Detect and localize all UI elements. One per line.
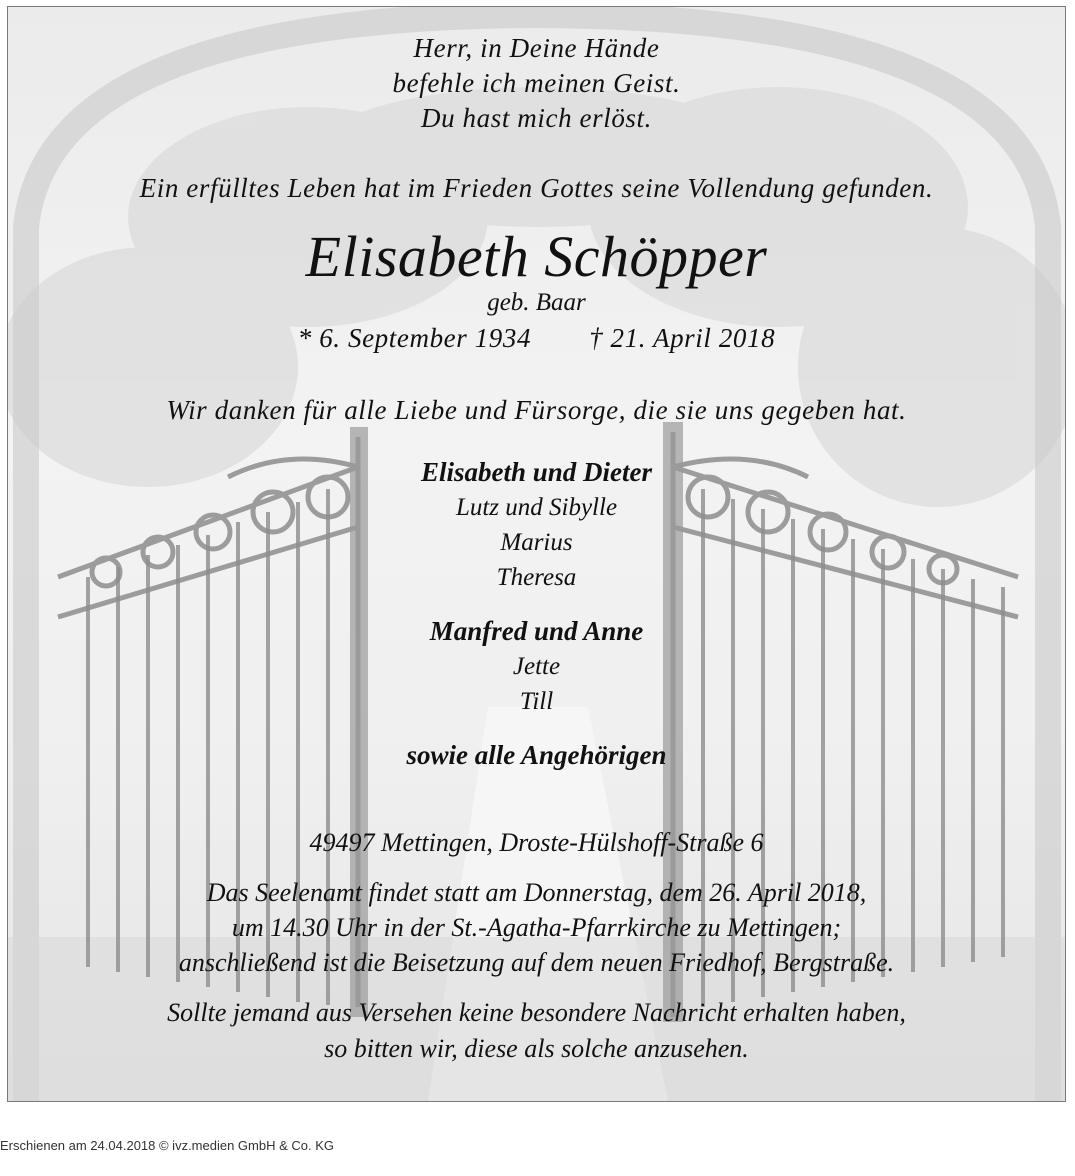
closing-line-1: Sollte jemand aus Versehen keine besondere Nachricht erhalten haben, bbox=[167, 998, 906, 1027]
birth-name: geb. Baar bbox=[487, 289, 586, 316]
verse-line-3: Du hast mich erlöst. bbox=[421, 103, 652, 133]
verse-line-1: Herr, in Deine Hände bbox=[413, 33, 660, 63]
family-member: Till bbox=[519, 688, 554, 715]
thanks-text: Wir danken für alle Liebe und Fürsorge, die sie uns gegeben hat. bbox=[166, 395, 907, 425]
publication-footer: Erschienen am 24.04.2018 © ivz.medien GmbH & Co. KG bbox=[0, 1138, 335, 1153]
service-line-2: um 14.30 Uhr in der St.-Agatha-Pfarrkirche zu Mettingen; bbox=[231, 913, 842, 942]
obituary-notice bbox=[7, 6, 1066, 1102]
address: 49497 Mettingen, Droste-Hülshoff-Straße 6 bbox=[309, 828, 764, 857]
life-dates bbox=[8, 323, 1065, 354]
other-relatives: sowie alle Angehörigen bbox=[406, 740, 667, 770]
family-heading-1: Elisabeth und Dieter bbox=[420, 457, 653, 487]
deceased-name: Elisabeth Schöpper bbox=[305, 224, 768, 289]
family-member: Marius bbox=[500, 529, 573, 556]
closing-line-2: so bitten wir, diese als solche anzusehen. bbox=[324, 1034, 749, 1063]
verse-line-2: befehle ich meinen Geist. bbox=[392, 68, 681, 98]
family-member: Theresa bbox=[496, 564, 577, 591]
family-member: Lutz und Sibylle bbox=[455, 494, 618, 521]
death-date: † 21. April 2018 bbox=[589, 323, 776, 353]
intro-text: Ein erfülltes Leben hat im Frieden Gottes seine Vollendung gefunden. bbox=[139, 173, 934, 203]
birth-date: * 6. September 1934 bbox=[297, 323, 532, 353]
service-line-3: anschließend ist die Beisetzung auf dem neuen Friedhof, Bergstraße. bbox=[178, 948, 895, 977]
family-heading-2: Manfred und Anne bbox=[429, 616, 644, 646]
service-line-1: Das Seelenamt findet statt am Donnerstag, dem 26. April 2018, bbox=[206, 878, 867, 907]
family-member: Jette bbox=[512, 653, 561, 680]
